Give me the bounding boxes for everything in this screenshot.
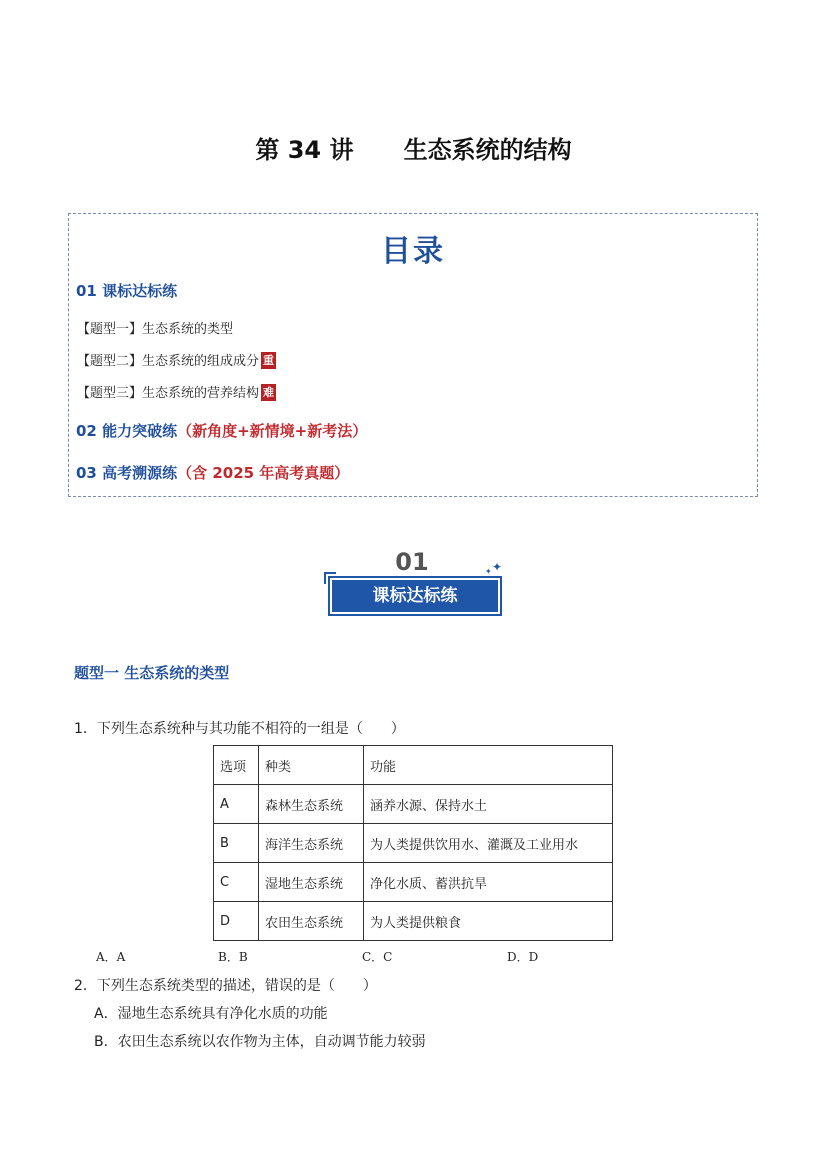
toc-section-2[interactable] — [76, 420, 367, 441]
toc-section-1[interactable]: 01 课标达标练 — [76, 282, 178, 300]
table-cell: 涵养水源、保持水土 — [364, 785, 613, 824]
table-row — [214, 824, 613, 863]
table-cell: C — [214, 863, 259, 902]
table-cell: 为人类提供粮食 — [364, 902, 613, 941]
toc-item-label: 【题型一】生态系统的类型 — [77, 322, 234, 337]
toc-section-2-label: 02 能力突破练 — [76, 422, 178, 440]
table-cell: 海洋生态系统 — [259, 824, 364, 863]
subsection-title: 题型一 生态系统的类型 — [74, 664, 230, 682]
page-title: 第 34 讲 生态系统的结构 — [255, 136, 572, 164]
toc-section-3-extra: （含 2025 年高考真题） — [177, 464, 350, 482]
table-row — [214, 863, 613, 902]
badge-corner-right — [490, 604, 502, 616]
question-1-stem: 1．下列生态系统种与其功能不相符的一组是（ ） — [74, 721, 405, 737]
table-cell: 森林生态系统 — [259, 785, 364, 824]
table-cell: B — [214, 824, 259, 863]
table-header-cell: 选项 — [214, 746, 259, 785]
question-2-option-b[interactable]: B．农田生态系统以农作物为主体，自动调节能力较弱 — [94, 1034, 426, 1050]
toc-item-1[interactable] — [77, 318, 233, 337]
table-cell: A — [214, 785, 259, 824]
choice-d[interactable]: D．D — [507, 950, 539, 964]
table-cell: D — [214, 902, 259, 941]
sparkle-small-icon: ✦ — [485, 567, 492, 576]
toc-section-2-extra: （新角度+新情境+新考法） — [177, 422, 368, 440]
table-of-contents — [68, 213, 758, 497]
difficult-tag: 难 — [263, 386, 275, 399]
badge-label: 课标达标练 — [330, 578, 500, 614]
choice-a[interactable]: A．A — [96, 950, 126, 964]
toc-heading: 目录 — [381, 234, 445, 269]
toc-section-3[interactable] — [76, 462, 349, 483]
badge-number: 01 — [395, 548, 429, 576]
table-row — [214, 746, 613, 785]
table-row — [214, 902, 613, 941]
sparkle-icon: ✦ — [492, 560, 503, 574]
table-cell: 农田生态系统 — [259, 902, 364, 941]
toc-item-3[interactable] — [77, 382, 276, 401]
question-2-option-a[interactable]: A．湿地生态系统具有净化水质的功能 — [94, 1006, 328, 1022]
choice-c[interactable]: C．C — [362, 950, 393, 964]
choice-b[interactable]: B．B — [218, 950, 248, 964]
toc-item-label: 【题型三】生态系统的营养结构 — [77, 386, 260, 401]
table-header-cell: 种类 — [259, 746, 364, 785]
table-header-cell: 功能 — [364, 746, 613, 785]
question-2-stem: 2．下列生态系统类型的描述，错误的是（ ） — [74, 978, 377, 994]
toc-section-3-label: 03 高考溯源练 — [76, 464, 178, 482]
table-row — [214, 785, 613, 824]
important-tag: 重 — [263, 354, 275, 367]
toc-item-label: 【题型二】生态系统的组成成分 — [77, 354, 260, 369]
table-cell: 为人类提供饮用水、灌溉及工业用水 — [364, 824, 613, 863]
table-cell: 净化水质、蓄洪抗旱 — [364, 863, 613, 902]
section-badge — [322, 548, 507, 620]
toc-item-2[interactable] — [77, 350, 276, 369]
question-1-table — [213, 745, 613, 941]
table-cell: 湿地生态系统 — [259, 863, 364, 902]
